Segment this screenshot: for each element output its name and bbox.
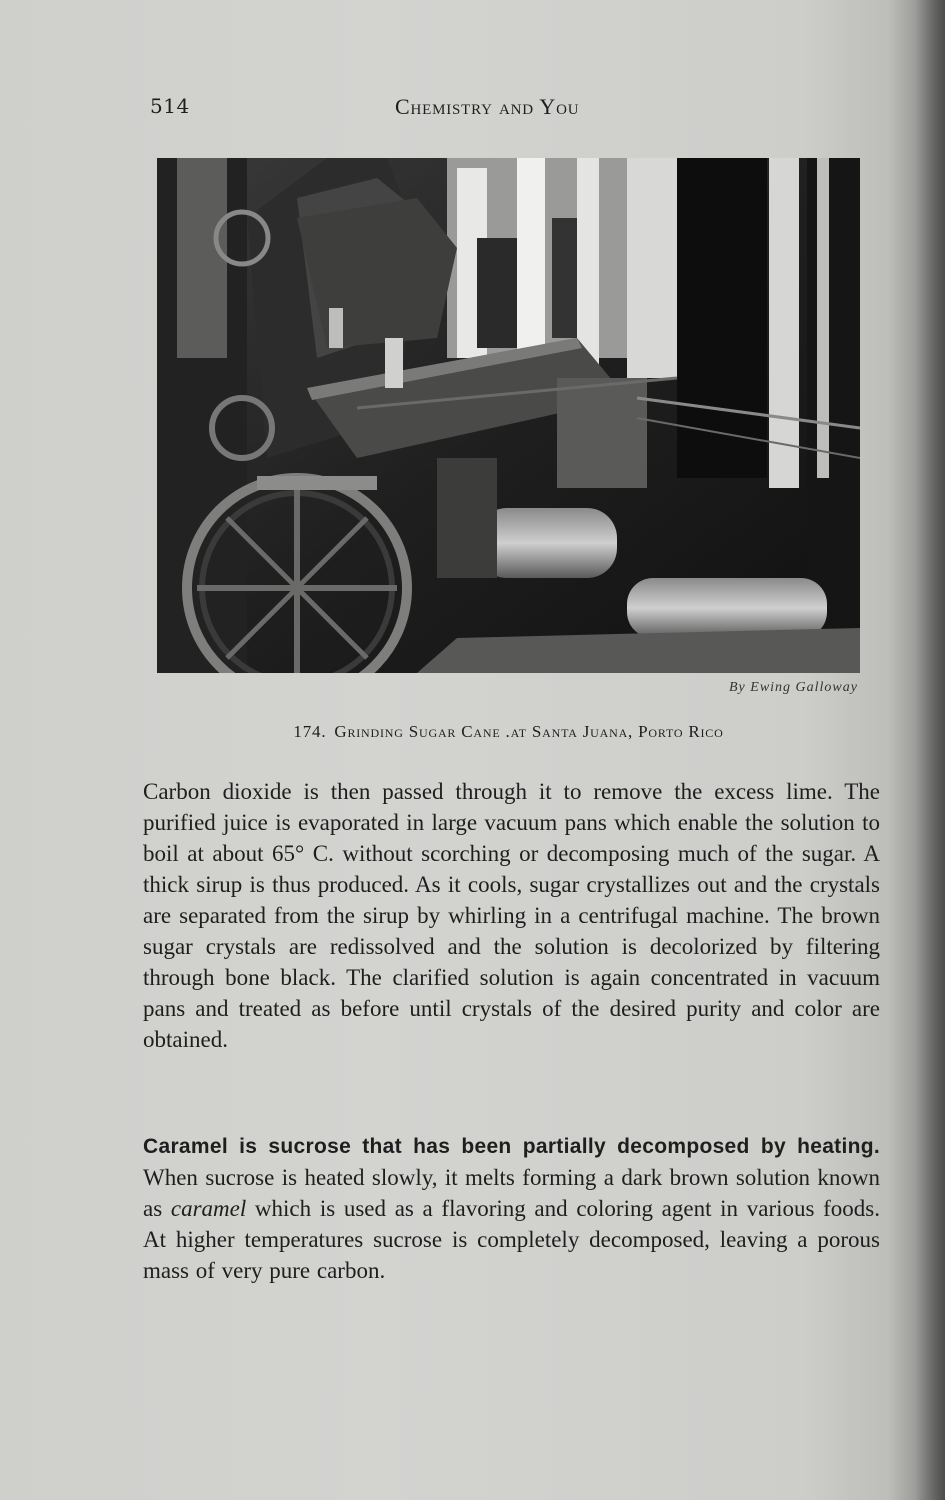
paragraph-sugar-refining: Carbon dioxide is then passed through it to remove the excess lime. The purified juice is evaporated in large vacuum pans which enable the solution to boil at about 65° C. without scorching or decomposing much of the sugar. A thick sirup is thus produced. As it cools, sugar crystallizes out and the crystals are separated from the sirup by whirling in a centrifugal machine. The brown sugar crystals are redissolved and the solution is decolorized by filtering through bone black. The clarified solution is again concentrated in vacuum pans and treated as before until crystals of the desired purity and color are obtained.: [143, 779, 880, 1052]
paragraph-heading-caramel: Caramel is sucrose that has been partially decomposed by heating.: [143, 1135, 880, 1158]
figure-title: Grinding Sugar Cane .at Santa Juana, Porto Rico: [334, 722, 724, 741]
figure-caption: [157, 722, 860, 742]
caramel-text-before: When sucrose is heated slowly, it melts forming a dark brown solution known as: [143, 1165, 880, 1221]
paragraph-caramel: [143, 1130, 880, 1286]
spine-shadow: [915, 0, 945, 1500]
caramel-text-after: which is used as a flavoring and coloring agent in various foods. At higher temperatures sucrose is completely decomposed, leaving a porous mass of very pure carbon.: [143, 1196, 880, 1283]
book-title: Chemistry and You: [395, 94, 580, 119]
page-number: 514: [150, 94, 190, 118]
caramel-term: caramel: [170, 1196, 247, 1221]
photo-credit: By Ewing Galloway: [729, 680, 858, 695]
sugar-cane-mill-photo: [157, 158, 860, 673]
running-head: [145, 94, 880, 124]
figure-number: 174.: [293, 722, 327, 741]
